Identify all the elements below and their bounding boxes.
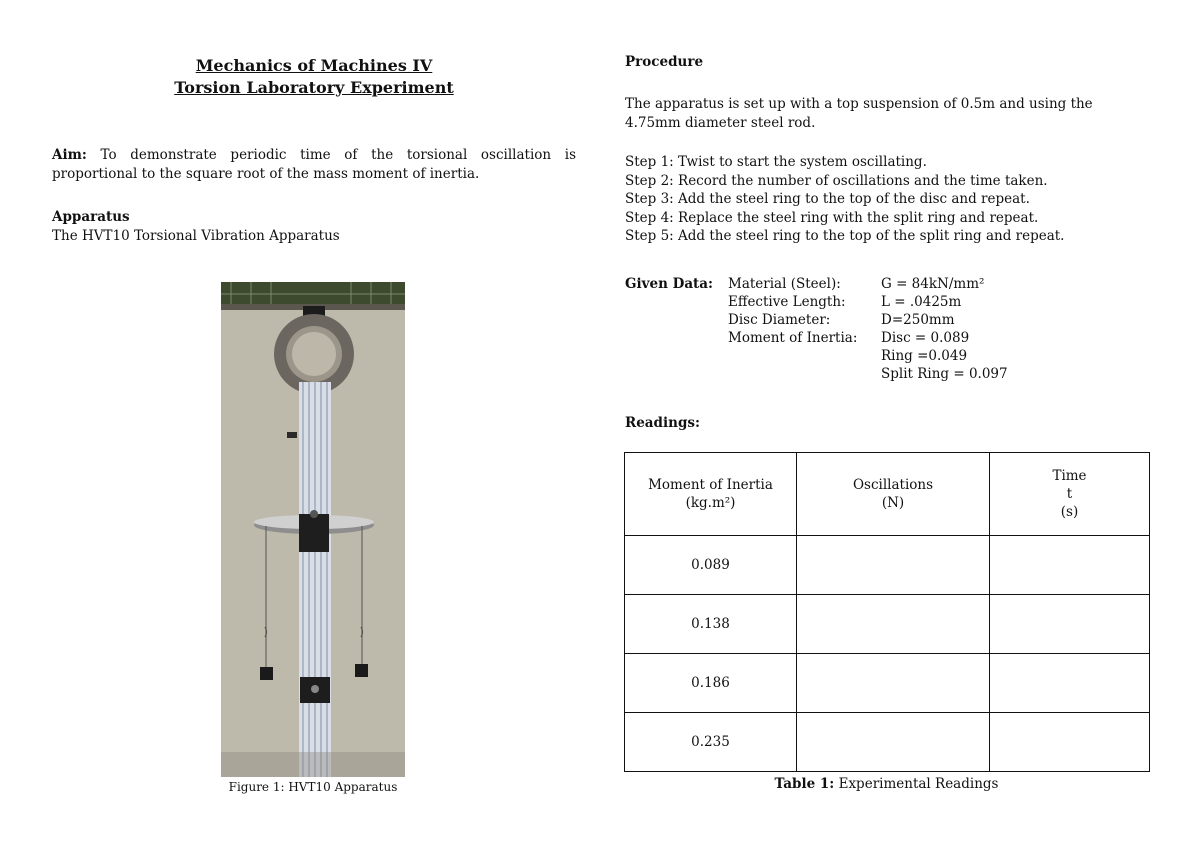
- step-item: Step 1: Twist to start the system oscillating.: [625, 154, 927, 170]
- table-row: [625, 654, 1150, 713]
- length-value: L = .0425m: [881, 294, 962, 310]
- procedure-intro: The apparatus is set up with a top suspension of 0.5m and using the 4.75mm diameter steel rod.: [625, 96, 1093, 131]
- step-item: Step 2: Record the number of oscillations and the time taken.: [625, 172, 1048, 189]
- table-caption: [624, 775, 1149, 794]
- apparatus-heading: Apparatus: [52, 209, 130, 225]
- table-row: [625, 713, 1150, 772]
- header-time-line1: Time: [1052, 468, 1087, 484]
- procedure-heading: Procedure: [625, 54, 704, 70]
- time-cell[interactable]: [990, 536, 1150, 595]
- header-time: [990, 453, 1150, 536]
- table-caption-label: Table 1:: [774, 776, 835, 792]
- header-oscillations: [797, 453, 990, 536]
- disc-label: Disc Diameter:: [728, 312, 831, 328]
- header-moment-line1: Moment of Inertia: [648, 477, 773, 493]
- readings-heading: Readings:: [625, 415, 700, 431]
- time-cell[interactable]: [990, 595, 1150, 654]
- moment-ring: Ring =0.049: [881, 348, 968, 364]
- material-value: G = 84kN/mm²: [881, 276, 985, 292]
- material-label: Material (Steel):: [728, 276, 841, 292]
- title-line-1: Mechanics of Machines IV: [195, 56, 433, 75]
- title-line-2: Torsion Laboratory Experiment: [174, 78, 454, 97]
- moment-label: Moment of Inertia:: [728, 330, 858, 346]
- moment-split-ring: Split Ring = 0.097: [881, 366, 1008, 382]
- table-caption-text: Experimental Readings: [834, 776, 999, 792]
- table-row: [625, 536, 1150, 595]
- header-time-line2: t: [1066, 486, 1073, 502]
- figure-caption: Figure 1: HVT10 Apparatus: [228, 780, 398, 794]
- apparatus-photo: [221, 282, 405, 777]
- oscillations-cell[interactable]: [797, 595, 990, 654]
- header-osc-line2: (N): [881, 495, 905, 511]
- moment-cell: 0.138: [625, 595, 797, 654]
- header-moment-line2: (kg.m²): [685, 495, 736, 511]
- apparatus-text: The HVT10 Torsional Vibration Apparatus: [52, 228, 340, 244]
- step-item: Step 4: Replace the steel ring with the split ring and repeat.: [625, 209, 1039, 226]
- disc-value: D=250mm: [881, 312, 955, 328]
- moment-disc: Disc = 0.089: [881, 330, 970, 346]
- procedure-steps: [625, 153, 1064, 246]
- moment-cell: 0.089: [625, 536, 797, 595]
- oscillations-cell[interactable]: [797, 713, 990, 772]
- aim-label: Aim:: [52, 147, 87, 163]
- header-moment: [625, 453, 797, 536]
- aim-text: To demonstrate periodic time of the torsional oscillation is proportional to the square root of the mass moment of inertia.: [52, 147, 576, 182]
- moment-cell: 0.235: [625, 713, 797, 772]
- time-cell[interactable]: [990, 713, 1150, 772]
- readings-table: [624, 452, 1150, 772]
- table-header-row: [625, 453, 1150, 536]
- step-item: Step 3: Add the steel ring to the top of the disc and repeat.: [625, 191, 1030, 207]
- length-label: Effective Length:: [728, 294, 846, 310]
- time-cell[interactable]: [990, 654, 1150, 713]
- oscillations-cell[interactable]: [797, 654, 990, 713]
- table-row: [625, 595, 1150, 654]
- apparatus-section: [52, 208, 340, 246]
- oscillations-cell[interactable]: [797, 536, 990, 595]
- aim-paragraph: [52, 146, 576, 184]
- document-title: [99, 55, 529, 99]
- given-label: Given Data:: [625, 276, 714, 292]
- header-osc-line1: Oscillations: [852, 477, 934, 493]
- moment-cell: 0.186: [625, 654, 797, 713]
- header-time-line3: (s): [1060, 504, 1079, 520]
- step-item: Step 5: Add the steel ring to the top of the split ring and repeat.: [625, 228, 1065, 244]
